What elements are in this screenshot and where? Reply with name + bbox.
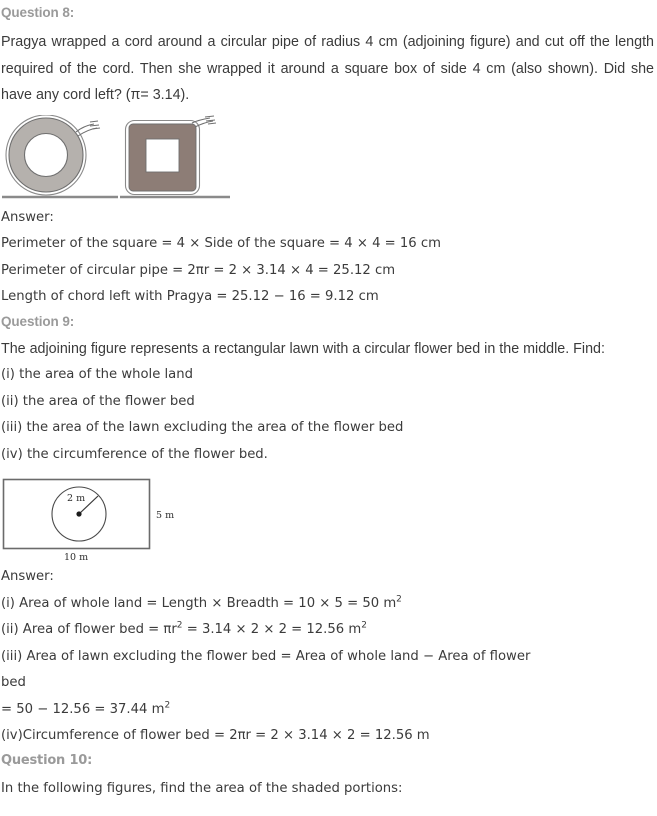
question-8-heading: Question 8: <box>1 5 75 20</box>
question-9-answer-line-iv: (iv)Circumference of flower bed = 2πr = 2 × 3.14 × 2 = 12.56 m <box>1 728 430 743</box>
question-9-answer-line-iii: (iii) Area of lawn excluding the flower bed = Area of whole land − Area of flower bed <box>1 648 531 690</box>
answer-ii-head: (ii) Area of flower bed = πr <box>1 622 177 637</box>
height-label: 5 m <box>156 510 175 521</box>
width-label: 10 m <box>64 552 89 562</box>
square-box-figure <box>120 115 232 203</box>
answer-ii-tail: = 3.14 × 2 × 2 = 12.56 m <box>182 622 362 637</box>
answer-i-sup: 2 <box>396 594 402 605</box>
question-9-answer-line-ii <box>0 617 657 644</box>
question-9-paragraph: The adjoining figure represents a rectangular lawn with a circular flower bed in the middle. Find: <box>1 340 605 357</box>
question-9-item-iii: (iii) the area of the lawn excluding the area of the flower bed <box>1 420 404 435</box>
question-9-answer-label: Answer: <box>1 569 54 584</box>
question-9-heading: Question 9: <box>1 313 75 329</box>
question-10-paragraph: In the following figures, find the area of the shaded portions: <box>1 780 403 796</box>
radius-label: 2 m <box>67 493 86 504</box>
question-9-item-iv: (iv) the circumference of the flower bed. <box>1 446 268 462</box>
question-9-item-i: (i) the area of the whole land <box>1 367 193 382</box>
lawn-diagram <box>0 474 200 562</box>
answer-i-text: (i) Area of whole land = Length × Breadth = 10 × 5 = 50 m <box>1 595 397 611</box>
circular-pipe-figure <box>2 115 120 203</box>
question-8-answer-line-2: Perimeter of circular pipe = 2πr = 2 × 3.14 × 4 = 25.12 cm <box>1 262 396 278</box>
question-8-figures <box>0 115 657 203</box>
answer-ii-sup: 2 <box>176 620 183 631</box>
question-8-answer-line-3: Length of chord left with Pragya = 25.12 − 16 = 9.12 cm <box>1 289 379 304</box>
question-9-answer-line-i <box>0 591 657 618</box>
answer-ii-sup2: 2 <box>361 620 367 631</box>
answer-iii-total-text: = 50 − 12.56 = 37.44 m <box>1 701 165 717</box>
question-8-section <box>0 0 657 311</box>
question-8-paragraph: Pragya wrapped a cord around a circular pipe of radius 4 cm (adjoining figure) and cut off the length required of the cord. Then she wrapped it around a square box of side 4 cm (also shown). Did she have any cord left? (π= 3.14). <box>1 34 654 103</box>
question-10-heading: Question 10: <box>1 752 93 768</box>
question-9-answer-line-iii-total <box>0 697 657 724</box>
question-8-answer-line-1: Perimeter of the square = 4 × Side of the square = 4 × 4 = 16 cm <box>1 236 441 251</box>
question-8-answer-label: Answer: <box>1 209 54 225</box>
answer-iii-sup: 2 <box>164 700 171 711</box>
question-9-section <box>0 311 657 750</box>
question-9-item-ii: (ii) the area of the flower bed <box>1 393 195 409</box>
question-10-section <box>0 750 657 803</box>
